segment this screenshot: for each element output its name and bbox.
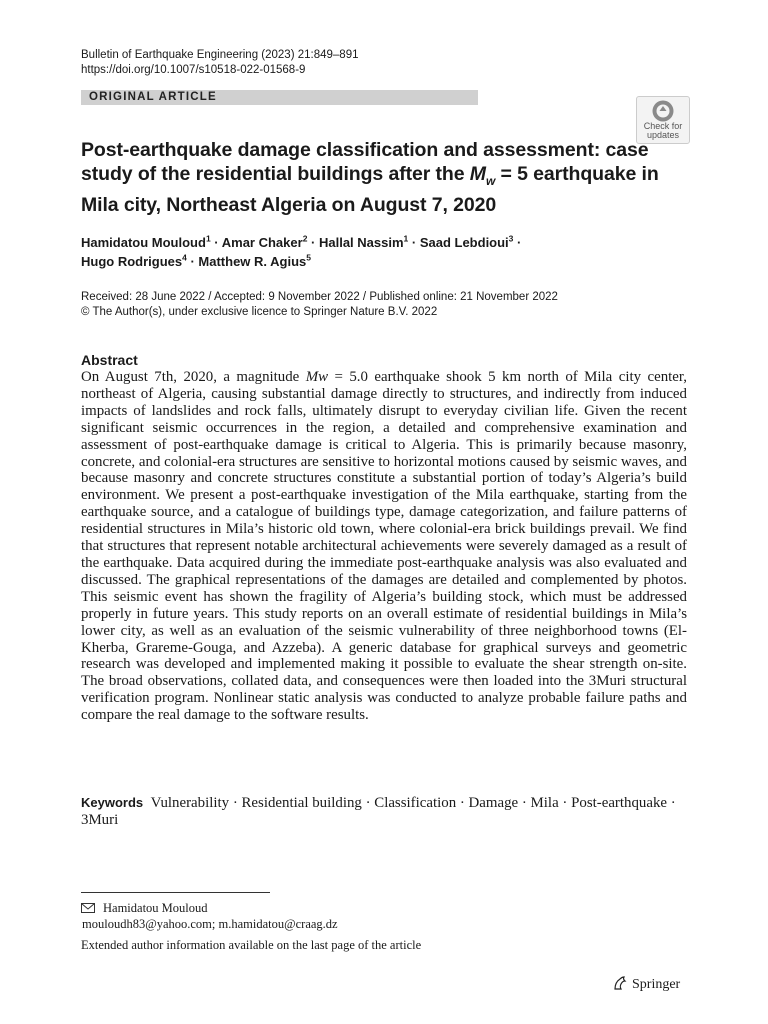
- publication-dates: [81, 290, 558, 320]
- author-name[interactable]: Hugo Rodrigues: [81, 254, 183, 269]
- author-name[interactable]: Matthew R. Agius: [198, 254, 307, 269]
- author-affiliation: 2: [302, 233, 308, 244]
- keywords-list: Vulnerability · Residential building · Classification · Damage · Mila · Post-earthquake · 3Muri: [81, 795, 676, 828]
- received-line: Received: 28 June 2022 / Accepted: 9 November 2022 / Published online: 21 November 2022: [81, 291, 558, 303]
- title-subscript: w: [485, 173, 496, 188]
- abstract-body: = 5.0 earthquake shook 5 km north of Mila city center, northeast of Algeria, causing substantial damage directly to structures, and indirectly from induced impacts of landslides and rock falls, ultimately disrupt to everyday civilian life. Given the recent significant seismic occurrences in the region, a detailed and comprehensive examination and assessment of post-earthquake damage is critical to Algeria. This is primarily because masonry, concrete, and colonial-era structures are sensitive to horizontal motions caused by seismic waves, and because masonry and concrete structures constitute a substantial portion of today’s Algeria’s build environment. We present a post-earthquake investigation of the Mila earthquake, starting from the earthquake source, and a catalogue of buildings type, damage categorization, and failure patterns of residential structures in Mila’s historic old town, where colonial-era brick buildings prevail. We find that structures that represent notable architectural achievements were severely damaged as a result of the earthquake. Data acquired during the immediate post-earthquake analysis was also evaluated and discussed. The graphical representations of the damages are detailed and complemented by photos. This seismic event has shown the fragility of Algeria’s building stock, which must be addressed properly in future years. This study reports on an overall estimate of residential buildings in Mila’s lower city, as well as an evaluation of the seismic vulnerability of three neighborhood towns (El-Kherba, Grareme-Gouga, and Azzeba). A generic database for graphical surveys and geometric research was developed and implemented making it possible to evaluate the shear strength on-site. The broad observations, collated data, and consequences were then loaded into the 3Muri structural verification program. Nonlinear static analysis was conducted to analyze probable failure paths and compare the real damage to the software results.: [81, 369, 687, 724]
- author-name[interactable]: Amar Chaker: [221, 235, 303, 250]
- badge-line2: updates: [646, 130, 680, 140]
- badge-line1: Check for: [643, 121, 683, 131]
- author-affiliation: 3: [508, 233, 514, 244]
- paper-title: [81, 138, 671, 217]
- springer-horse-icon: [612, 975, 628, 991]
- author-list: Hamidatou Mouloud$^1$ · Amar Chaker$^2$ · Hallal Nassim$^1$ · Saad Lebdioui$^3$ · Hugo Rodrigues$^4$ · Matthew R. Agius$^5$: [81, 233, 522, 269]
- publisher-name: Springer: [632, 977, 681, 992]
- doi-link[interactable]: https://doi.org/10.1007/s10518-022-01568-9: [81, 64, 306, 76]
- check-for-updates-badge[interactable]: [636, 96, 690, 144]
- author-affiliation: 4: [182, 252, 187, 263]
- abstract-mw: Mw: [305, 369, 329, 385]
- springer-logo: [612, 975, 680, 994]
- corresponding-name: Hamidatou Mouloud: [103, 901, 208, 915]
- author-affiliation: 1: [403, 233, 409, 244]
- check-for-updates-icon: [649, 99, 677, 123]
- abstract-text: [81, 369, 687, 724]
- journal-line: Bulletin of Earthquake Engineering (2023) 21:849–891: [81, 49, 359, 61]
- article-type-label: ORIGINAL ARTICLE: [89, 91, 217, 103]
- title-m: M: [469, 163, 486, 185]
- keywords-label: Keywords: [81, 795, 144, 810]
- author-name[interactable]: Hamidatou Mouloud: [81, 235, 206, 250]
- author-name[interactable]: Hallal Nassim: [318, 235, 404, 250]
- title-part2: = 5 earthquake in Mila city, Northeast Algeria on August 7, 2020: [81, 163, 659, 216]
- abstract-lead: On August 7th, 2020, a magnitude: [81, 369, 306, 385]
- mail-icon: [81, 903, 95, 913]
- title-part1: Post-earthquake damage classification and assessment: case study of the residential buildings after the: [81, 139, 649, 185]
- author-name[interactable]: Saad Lebdioui: [419, 235, 509, 250]
- corresponding-author: [81, 900, 338, 932]
- abstract-heading: Abstract: [81, 352, 138, 368]
- journal-citation: [81, 48, 358, 78]
- article-type-banner: [81, 90, 478, 105]
- footnote-divider: [81, 892, 270, 893]
- corresponding-emails[interactable]: mouloudh83@yahoo.com; m.hamidatou@craag.dz: [82, 917, 338, 931]
- extended-author-info: Extended author information available on the last page of the article: [81, 938, 422, 952]
- keywords: [81, 795, 687, 829]
- copyright-line: © The Author(s), under exclusive licence to Springer Nature B.V. 2022: [81, 306, 438, 318]
- author-affiliation: 5: [306, 252, 311, 263]
- author-affiliation: 1: [205, 233, 211, 244]
